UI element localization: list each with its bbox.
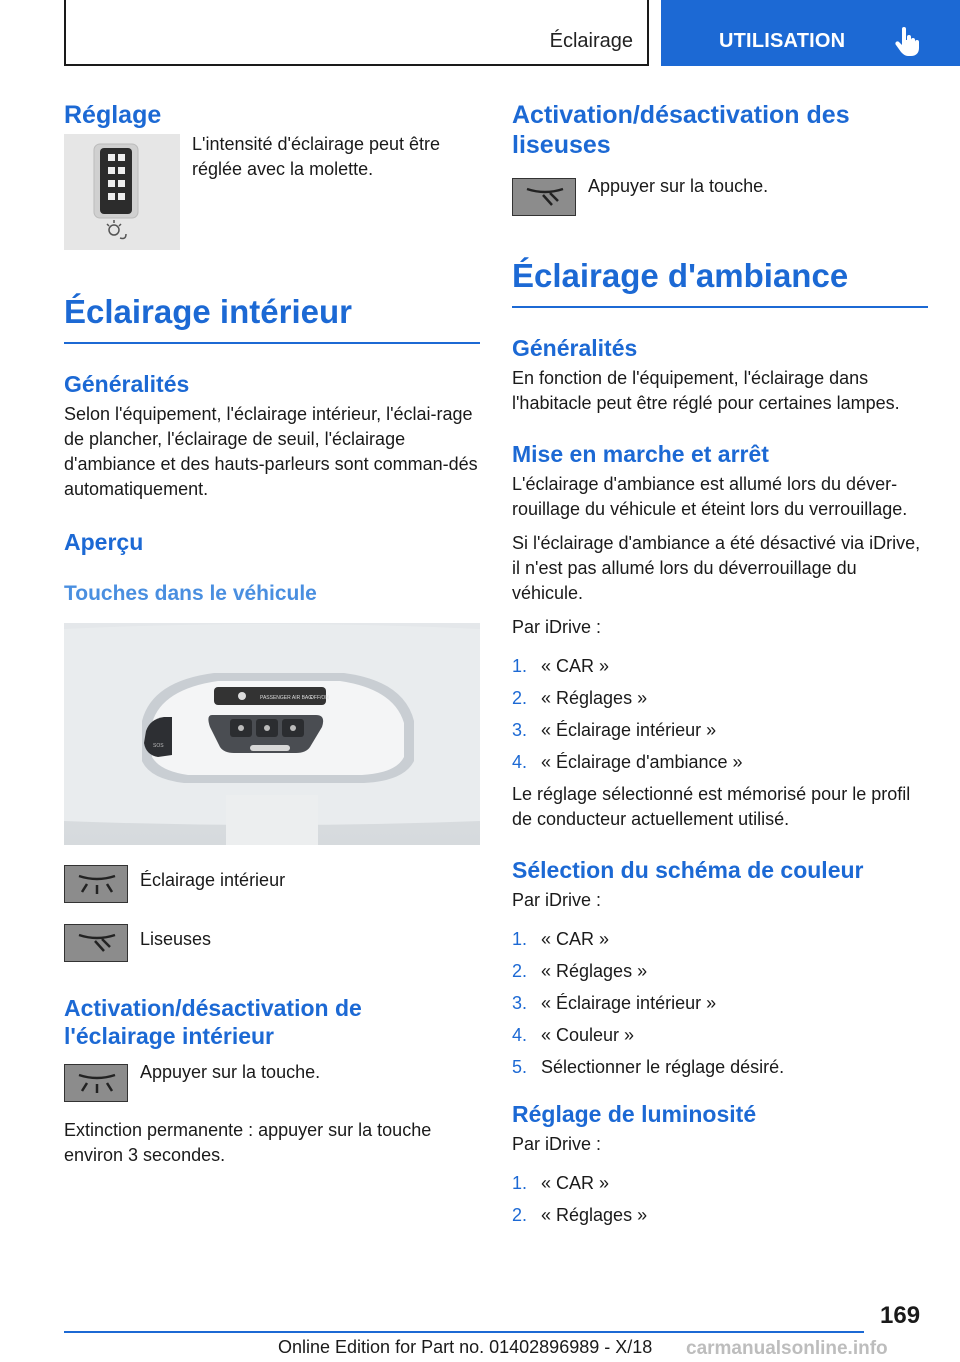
luminosite-steps-list [512, 1171, 928, 1228]
header-chapter-tab[interactable] [661, 0, 960, 66]
left-column [64, 100, 480, 1168]
heading-activation-liseuses: Activation/désactivation des liseuses [512, 101, 850, 159]
header-section-title: Éclairage [549, 30, 633, 52]
heading-reglage: Réglage [64, 101, 162, 129]
legend-interior-light-label: Éclairage intérieur [140, 870, 286, 890]
generalites-text: Selon l'équipement, l'éclairage intérieur, l'éclai-rage de plancher, l'éclairage de seuil, l'éclairage d'ambiance et des hauts-parleurs sont comman-dés automatiquement. [64, 404, 478, 499]
footer-edition: Online Edition for Part no. 01402896989 - X/18 [278, 1337, 653, 1357]
reglage-text: L'intensité d'éclairage peut être réglée avec la molette. [192, 134, 441, 179]
mise-en-marche-text-1: L'éclairage d'ambiance est allumé lors du déver-rouillage du véhicule et éteint lors du verrouillage. [512, 474, 908, 519]
list-item: 4. « Couleur » [512, 1025, 635, 1045]
interior-light-button-icon [64, 1064, 128, 1102]
list-item: 2. « Réglages » [512, 1205, 648, 1225]
heading-couleur: Sélection du schéma de couleur [512, 857, 864, 883]
heading-generalites: Généralités [64, 371, 190, 397]
memo-text: Le réglage sélectionné est mémorisé pour le profil de conducteur actuellement utilisé. [512, 784, 911, 829]
list-item: 1. « CAR » [512, 929, 610, 949]
heading-apercu: Aperçu [64, 529, 144, 555]
list-item: 4. « Éclairage d'ambiance » [512, 752, 743, 772]
ambiance-generalites-text: En fonction de l'équipement, l'éclairage dans l'habitacle peut être réglé pour certaines lampes. [512, 368, 900, 413]
heading-activation-interieur: Activation/désactivation de l'éclairage intérieur [64, 995, 362, 1049]
heading-mise-en-marche: Mise en marche et arrêt [512, 441, 769, 467]
legend-reading-light-label: Liseuses [140, 929, 212, 949]
list-item: 2. « Réglages » [512, 688, 648, 708]
sos-label: SOS [153, 743, 164, 749]
liseuses-text: Appuyer sur la touche. [588, 176, 769, 196]
ambiance-steps-list [512, 654, 928, 775]
par-idrive-3: Par iDrive : [512, 1134, 602, 1154]
legend-interior-light [64, 865, 480, 903]
heading-ambiance-generalites: Généralités [512, 335, 638, 361]
liseuses-row [512, 178, 928, 216]
activation-interieur-row [64, 1064, 480, 1102]
par-idrive-2: Par iDrive : [512, 890, 602, 910]
footer-divider [64, 1331, 864, 1333]
list-item: 2. « Réglages » [512, 961, 648, 981]
passenger-airbag-label: PASSENGER AIR BAG [260, 695, 313, 701]
mise-en-marche-text-2: Si l'éclairage d'ambiance a été désactivé via iDrive, il n'est pas allumé lors du déverrouillage du véhicule. [512, 533, 921, 603]
heading-touches: Touches dans le véhicule [64, 582, 317, 605]
heading-luminosite: Réglage de luminosité [512, 1101, 757, 1127]
list-item: 1. « CAR » [512, 656, 610, 676]
header-chapter-label: UTILISATION [719, 30, 846, 52]
heading-eclairage-ambiance: Éclairage d'ambiance [512, 256, 928, 308]
reading-light-button-icon [512, 178, 576, 216]
overhead-console-image [64, 623, 480, 845]
heading-eclairage-interieur: Éclairage intérieur [64, 292, 480, 344]
page-number: 169 [880, 1302, 921, 1329]
extinction-text: Extinction permanente : appuyer sur la touche environ 3 secondes. [64, 1120, 432, 1165]
par-idrive-1: Par iDrive : [512, 617, 602, 637]
watermark: carmanualsonline.info [686, 1338, 888, 1359]
airbag-state-label: OFF/ON [310, 695, 329, 701]
legend-reading-light [64, 924, 480, 962]
list-item: 3. « Éclairage intérieur » [512, 993, 717, 1013]
reading-light-icon [64, 924, 128, 962]
activation-interieur-text: Appuyer sur la touche. [140, 1062, 321, 1082]
hand-pointer-icon [895, 26, 921, 56]
couleur-steps-list [512, 927, 928, 1080]
interior-light-icon [64, 865, 128, 903]
list-item: 3. « Éclairage intérieur » [512, 720, 717, 740]
list-item: 5. Sélectionner le réglage désiré. [512, 1057, 785, 1077]
header-section-box [64, 0, 649, 66]
right-column [512, 100, 928, 1235]
list-item: 1. « CAR » [512, 1173, 610, 1193]
dimmer-wheel-image [64, 134, 180, 250]
